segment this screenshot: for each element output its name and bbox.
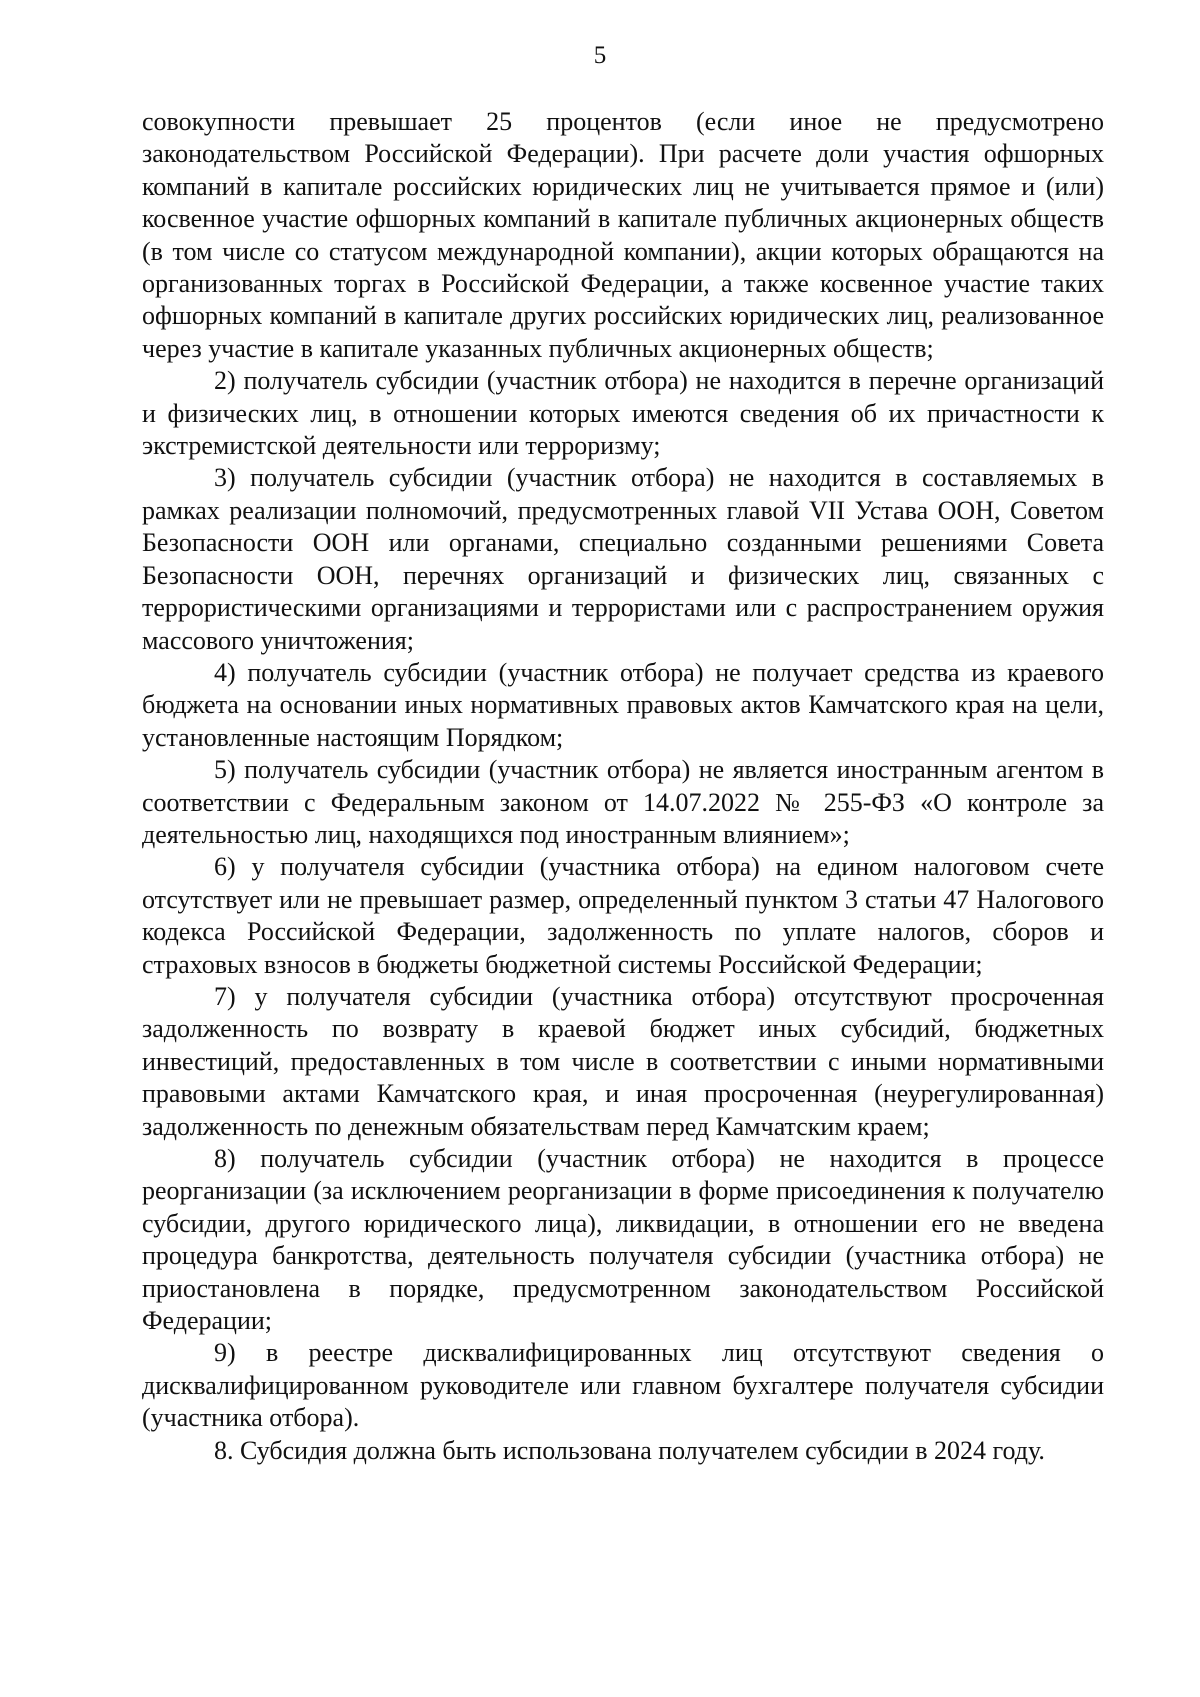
paragraph-item-8: 8) получатель субсидии (участник отбора) не находится в процессе реорганизации (за исключением реорганизации в форме присоединения к получателю субсидии, другого юридического лица), ликвидации, в отношении его не введена процедура банкротства, деятельность получателя субсидии (участника отбора) не приостановлена в порядке, предусмотренном законодательством Российской Федерации; (142, 1144, 1104, 1336)
paragraph-section-8: 8. Субсидия должна быть использована получателем субсидии в 2024 году. (214, 1435, 1045, 1465)
page-number: 5 (593, 42, 607, 69)
paragraph-item-9: 9) в реестре дисквалифицированных лиц отсутствуют сведения о дисквалифицированном руководителе или главном бухгалтере получателя субсидии (участника отбора). (142, 1338, 1104, 1433)
document-body (142, 106, 1104, 1467)
paragraph-item-2: 2) получатель субсидии (участник отбора) не находится в перечне организаций и физических лиц, в отношении которых имеются сведения об их причастности к экстремистской деятельности или терроризму; (142, 366, 1104, 461)
paragraph-item-4: 4) получатель субсидии (участник отбора) не получает средства из краевого бюджета на основании иных нормативных правовых актов Камчатского края на цели, установленные настоящим Порядком; (142, 657, 1104, 752)
paragraph-item-3: 3) получатель субсидии (участник отбора) не находится в составляемых в рамках реализации полномочий, предусмотренных главой VII Устава ООН, Советом Безопасности ООН или органами, специально созданными решениями Совета Безопасности ООН, перечнях организаций и физических лиц, связанных с террористическими организациями и террористами или с распространением оружия массового уничтожения; (142, 463, 1104, 655)
paragraph-continuation: совокупности превышает 25 процентов (если иное не предусмотрено законодательством Российской Федерации). При расчете доли участия офшорных компаний в капитале российских юридических лиц не учитывается прямое и (или) косвенное участие офшорных компаний в капитале публичных акционерных обществ (в том числе со статусом международной компании), акции которых обращаются на организованных торгах в Российской Федерации, а также косвенное участие таких офшорных компаний в капитале других российских юридических лиц, реализованное через участие в капитале указанных публичных акционерных обществ; (142, 107, 1104, 363)
paragraph-item-5: 5) получатель субсидии (участник отбора) не является иностранным агентом в соответствии с Федеральным законом от 14.07.2022 № 255-ФЗ «О контроле за деятельностью лиц, находящихся под иностранным влиянием»; (142, 755, 1104, 849)
paragraph-item-6: 6) у получателя субсидии (участника отбора) на едином налоговом счете отсутствует или не превышает размер, определенный пунктом 3 статьи 47 Налогового кодекса Российской Федерации, задолженность по уплате налогов, сборов и страховых взносов в бюджеты бюджетной системы Российской Федерации; (142, 852, 1104, 979)
paragraph-item-7: 7) у получателя субсидии (участника отбора) отсутствуют просроченная задолженность по возврату в краевой бюджет иных субсидий, бюджетных инвестиций, предоставленных в том числе в соответствии с иными нормативными правовыми актами Камчатского края, и иная просроченная (неурегулированная) задолженность по денежным обязательствам перед Камчатским краем; (142, 981, 1104, 1141)
